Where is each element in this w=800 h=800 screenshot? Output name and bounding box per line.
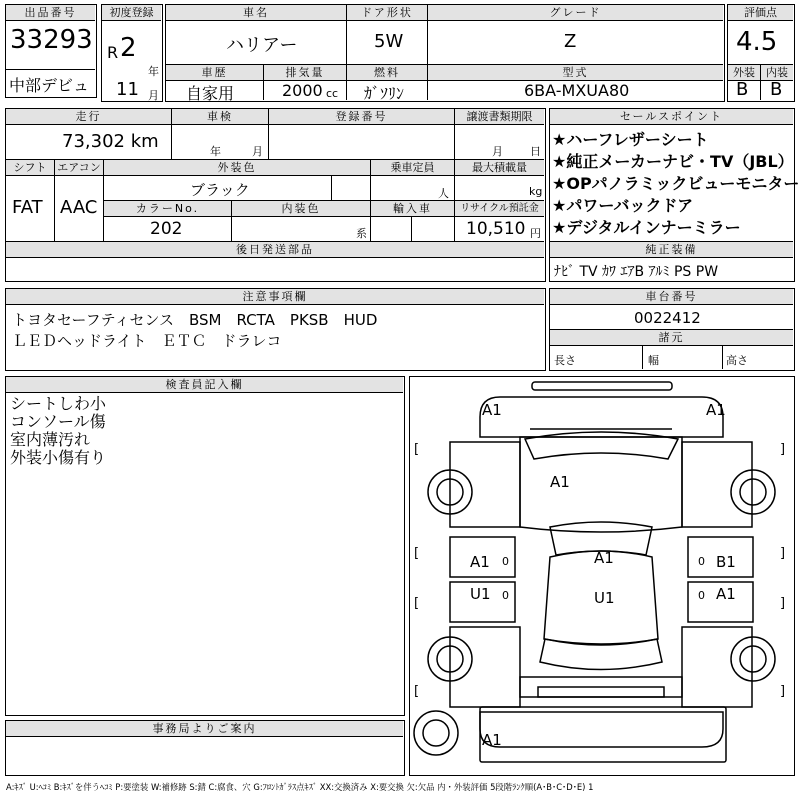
notes-line-1: トヨタセーフティセンス BSM RCTA PKSB HUD (12, 311, 378, 329)
era: R (107, 43, 119, 62)
doc-deadline-label: 譲渡書類期限 (455, 109, 544, 125)
inspector-label: 検査員記入欄 (6, 377, 403, 393)
lot-no: 33293 (10, 25, 93, 55)
color-no-label: カラーNo. (104, 201, 231, 217)
genuine-equipment: ﾅﾋﾞ TV ｶﾜ ｴｱB ｱﾙﾐ PS PW (554, 264, 719, 280)
reg-year: 2 (120, 33, 137, 63)
front-bumper-top (532, 382, 672, 390)
capacity-unit: 人 (438, 187, 449, 200)
capacity-label: 乗車定員 (371, 160, 454, 176)
displacement: 2000 (282, 81, 323, 100)
notes-box (5, 288, 546, 371)
mark-left-rear-door: U1 (470, 585, 491, 603)
inspection-label: 車検 (172, 109, 268, 125)
ac-label: エアコン (55, 160, 103, 176)
mark-hood: A1 (550, 473, 570, 491)
doc-month-unit: 月 (492, 145, 503, 158)
recycle-label: リサイクル預託金 (455, 201, 544, 217)
door-type: 5W (374, 31, 404, 52)
svg-text:]: ] (780, 684, 786, 699)
car-name: ハリアー (226, 35, 298, 56)
office-box (5, 720, 405, 776)
wheel-front-right (731, 470, 775, 514)
chassis-number: 0022412 (634, 309, 701, 327)
first-reg-label: 初度登録 (102, 5, 161, 21)
inspection-year-unit: 年 (210, 145, 221, 158)
lot-box (5, 4, 97, 98)
max-load-unit: kg (529, 185, 543, 198)
score-box (727, 4, 795, 102)
genuine-equipment-label: 純正装備 (550, 242, 793, 258)
import-label: 輸入車 (371, 201, 454, 217)
width-label: 幅 (648, 354, 659, 367)
fuel: ｶﾞｿﾘﾝ (364, 84, 405, 103)
car-diagram (410, 377, 793, 774)
lot-no-label: 出品番号 (6, 5, 95, 21)
displacement-unit: cc (326, 87, 339, 100)
exterior-color: ブラック (190, 181, 250, 199)
sales-point-box (549, 108, 800, 282)
mark-right-front-door-extra: 0 (698, 555, 705, 568)
max-load-label: 最大積載量 (455, 160, 544, 176)
right-rear-fender (682, 627, 752, 707)
svg-text:[: [ (414, 546, 420, 561)
sales-point-item: ★パワーバックドア (552, 196, 694, 215)
recycle-unit: 円 (530, 227, 541, 240)
spec-box (5, 108, 546, 282)
int-grade: B (770, 79, 783, 100)
inspector-note: シートしわ小 (10, 394, 107, 413)
wheel-rear-right (731, 637, 775, 681)
ext-grade: B (736, 79, 749, 100)
damage-diagram-box (409, 376, 795, 776)
mark-right-front-door: B1 (716, 553, 736, 571)
door-label: ドア形状 (347, 5, 427, 21)
reg-no-label: 登録番号 (269, 109, 454, 125)
color-no: 202 (150, 219, 183, 239)
reg-month: 11 (116, 79, 139, 100)
grade: Z (564, 31, 577, 52)
mark-right-rear-door-extra: 0 (698, 589, 705, 602)
history-label: 車歴 (166, 65, 263, 81)
inspector-box (5, 376, 405, 716)
chassis-box (549, 288, 795, 371)
ext-grade-label: 外装 (728, 65, 760, 81)
interior-color-label: 内装色 (232, 201, 370, 217)
name-box (165, 4, 725, 102)
sales-point-item: ★OPパノラミックビューモニター (552, 174, 800, 193)
interior-color-unit: 系 (356, 227, 367, 240)
recycle-fee: 10,510 (466, 219, 526, 239)
fuel-label: 燃料 (347, 65, 427, 81)
ac: AAC (60, 197, 98, 218)
model: 6BA-MXUA80 (524, 81, 630, 100)
inspection-month-unit: 月 (252, 145, 263, 158)
first-reg-box (101, 4, 163, 102)
sales-point-label: セールスポイント (550, 109, 793, 125)
sales-point-item: ★ハーフレザーシート (552, 130, 709, 149)
event-name: 中部デビュ (9, 76, 90, 95)
chassis-label: 車台番号 (550, 289, 793, 305)
notes-label: 注意事項欄 (6, 289, 544, 305)
dims-label: 諸元 (550, 330, 793, 346)
spare-wheel (414, 711, 458, 755)
later-parts-label: 後日発送部品 (6, 242, 544, 258)
model-label: 型式 (428, 65, 723, 81)
inspector-note: コンソール傷 (10, 412, 106, 431)
svg-text:[: [ (414, 684, 420, 699)
sales-point-item: ★デジタルインナーミラー (552, 218, 741, 237)
car-name-label: 車名 (166, 5, 346, 21)
sales-point-item: ★純正メーカーナビ・TV（JBL） (552, 152, 794, 171)
svg-text:]: ] (780, 442, 786, 457)
history: 自家用 (186, 84, 235, 103)
svg-text:[: [ (414, 442, 420, 457)
exterior-color-label: 外装色 (104, 160, 370, 176)
mark-roof-front: A1 (594, 549, 614, 567)
trunk-floor (480, 707, 726, 762)
hood (520, 437, 682, 532)
notes-line-2: ＬＥＤヘッドライト ＥＴＣ ドラレコ (12, 332, 282, 350)
year-unit: 年 (148, 65, 159, 78)
rear-bumper (480, 712, 723, 747)
office-label: 事務局よりご案内 (6, 721, 403, 737)
mark-left-front-door-extra: 0 (502, 555, 509, 568)
mark-left-front-door: A1 (470, 553, 490, 571)
int-grade-label: 内装 (761, 65, 793, 81)
mark-rear-bumper: A1 (482, 731, 502, 749)
svg-text:]: ] (780, 596, 786, 611)
month-unit: 月 (148, 89, 159, 102)
doc-day-unit: 日 (530, 145, 541, 158)
score-label: 評価点 (728, 5, 793, 21)
height-label: 高さ (726, 354, 748, 367)
front-bumper (480, 397, 723, 437)
shift: FAT (12, 197, 43, 218)
mark-front-left: A1 (482, 401, 502, 419)
sales-point-list (552, 129, 799, 239)
grade-label: グレード (428, 5, 723, 21)
mark-roof-rear: U1 (594, 589, 615, 607)
inspector-note: 外装小傷有り (10, 448, 107, 467)
length-label: 長さ (554, 354, 576, 367)
mileage-label: 走行 (6, 109, 171, 125)
score: 4.5 (736, 27, 778, 57)
mileage: 73,302 km (62, 131, 159, 152)
mark-right-rear-door: A1 (716, 585, 736, 603)
shift-label: シフト (6, 160, 54, 176)
svg-text:]: ] (780, 546, 786, 561)
displacement-label: 排気量 (264, 65, 346, 81)
mark-front-right: A1 (706, 401, 726, 419)
legend: A:ｷｽﾞ U:ﾍｺﾐ B:ｷｽﾞを伴うﾍｺﾐ P:要塗装 W:補修跡 S:錆 C:腐食、穴 G:ﾌﾛﾝﾄｶﾞﾗｽ点ｷｽﾞ XX:交換済み X:要交換 欠:欠品 内・外装評価 5段階ﾗﾝｸ順(A･B･C･D･E) 1 (6, 782, 594, 792)
svg-text:[: [ (414, 596, 420, 611)
inspector-notes (10, 395, 106, 467)
mark-left-rear-door-extra: 0 (502, 589, 509, 602)
inspector-note: 室内薄汚れ (10, 430, 91, 449)
